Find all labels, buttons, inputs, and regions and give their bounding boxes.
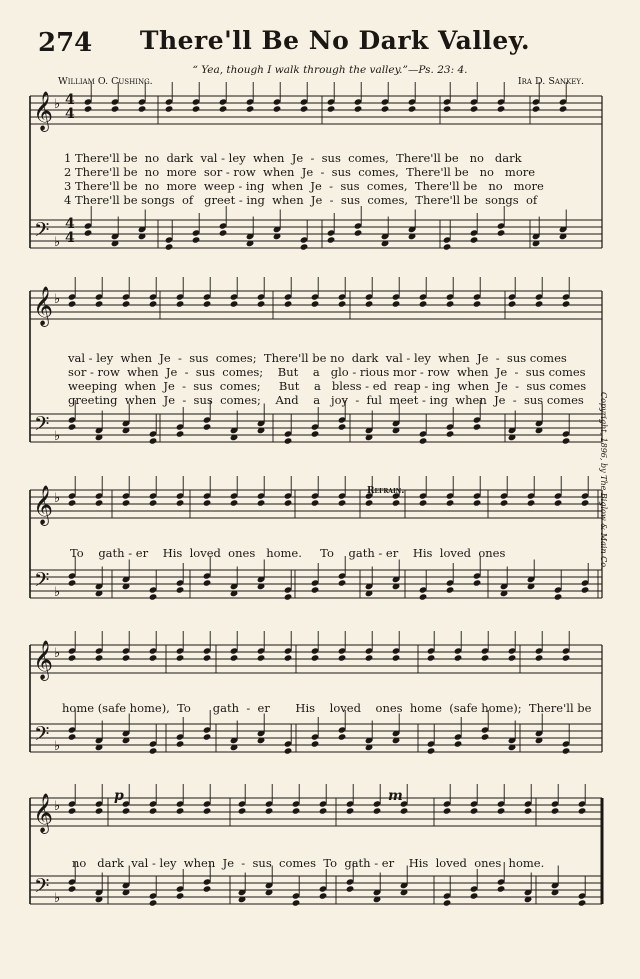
note-head	[219, 229, 228, 236]
note-head	[354, 105, 363, 112]
note-head	[408, 105, 417, 112]
bass-clef-icon: 𝄢	[34, 722, 50, 750]
note-head	[446, 586, 455, 593]
time-signature: 4	[65, 216, 75, 232]
note-head	[327, 105, 336, 112]
composer-credit: Ira D. Sankey.	[517, 76, 584, 87]
note-head	[497, 885, 506, 892]
note-head	[392, 300, 401, 307]
lyric-line-refrain-1: To gath - er His loved ones home. To gath - er His loved ones	[70, 546, 506, 560]
lyric-line-refrain-2: home (safe home), To gath - er His loved ones home (safe home); There'll be	[62, 701, 592, 715]
note-head	[346, 807, 355, 814]
lyric-line-verse-4-cont: greeting when Je - sus comes; And a joy - ful meet - ing when Je - sus comes	[68, 393, 584, 407]
note-head	[122, 499, 131, 506]
note-head	[581, 499, 590, 506]
note-head	[203, 733, 212, 740]
flat-icon: ♭	[54, 235, 61, 250]
note-head	[497, 229, 506, 236]
note-head	[95, 807, 104, 814]
note-head	[470, 807, 479, 814]
note-head	[473, 423, 482, 430]
note-head	[122, 300, 131, 307]
copyright-notice: Copyright, 1896, by The Biglow & Main Co.	[599, 392, 608, 570]
note-head	[419, 437, 428, 444]
note-head	[338, 423, 347, 430]
treble-clef-icon: 𝄞	[33, 640, 54, 680]
note-head	[176, 586, 185, 593]
note-head	[419, 300, 428, 307]
note-head	[265, 807, 274, 814]
note-head	[419, 593, 428, 600]
note-head	[68, 423, 77, 430]
note-head	[238, 807, 247, 814]
note-head	[446, 300, 455, 307]
note-head	[508, 654, 517, 661]
note-head	[338, 579, 347, 586]
note-head	[95, 300, 104, 307]
note-head	[578, 899, 587, 906]
scripture-reference: “ Yea, though I walk through the valley.”—Ps. 23: 4.	[192, 64, 468, 76]
note-head	[311, 654, 320, 661]
note-head	[176, 300, 185, 307]
note-head	[149, 499, 158, 506]
note-head	[257, 499, 266, 506]
note-head	[203, 654, 212, 661]
note-head	[176, 499, 185, 506]
note-head	[176, 807, 185, 814]
note-head	[562, 747, 571, 754]
flat-icon: ♭	[54, 292, 61, 307]
note-head	[300, 105, 309, 112]
note-head	[354, 229, 363, 236]
note-head	[535, 300, 544, 307]
bass-clef-icon: 𝄢	[34, 218, 50, 246]
note-head	[427, 747, 436, 754]
flat-icon: ♭	[54, 891, 61, 906]
flat-icon: ♭	[54, 491, 61, 506]
note-head	[257, 654, 266, 661]
note-head	[122, 807, 131, 814]
lyric-line-refrain-3: no dark val - ley when Je - sus comes To gath - er His loved ones home.	[72, 856, 545, 870]
note-head	[562, 437, 571, 444]
time-signature: 4	[65, 92, 75, 108]
note-head	[192, 236, 201, 243]
note-head	[284, 437, 293, 444]
note-head	[365, 654, 374, 661]
note-head	[481, 654, 490, 661]
note-head	[535, 654, 544, 661]
lyric-line-verse-2: 2 There'll be no more sor - row when Je - sus comes, There'll be no more	[64, 165, 536, 179]
refrain-label: Refrain.	[367, 486, 405, 496]
flat-icon: ♭	[54, 429, 61, 444]
note-head	[203, 423, 212, 430]
note-head	[165, 243, 174, 250]
note-head	[497, 105, 506, 112]
note-head	[311, 430, 320, 437]
lyric-line-verse-1: 1 There'll be no dark val - ley when Je - sus comes, There'll be no dark	[64, 151, 522, 165]
note-head	[338, 300, 347, 307]
note-head	[446, 499, 455, 506]
note-head	[165, 105, 174, 112]
note-head	[311, 740, 320, 747]
note-head	[427, 654, 436, 661]
note-head	[419, 499, 428, 506]
note-head	[84, 229, 93, 236]
note-head	[284, 300, 293, 307]
note-head	[149, 654, 158, 661]
note-head	[562, 654, 571, 661]
note-head	[562, 300, 571, 307]
note-head	[381, 105, 390, 112]
note-head	[84, 105, 93, 112]
note-head	[138, 105, 147, 112]
note-head	[554, 593, 563, 600]
note-head	[176, 740, 185, 747]
note-head	[443, 105, 452, 112]
flat-icon: ♭	[54, 799, 61, 814]
note-head	[68, 733, 77, 740]
treble-clef-icon: 𝄞	[33, 286, 54, 326]
note-head	[470, 892, 479, 899]
note-head	[365, 499, 374, 506]
note-head	[311, 586, 320, 593]
bass-clef-icon: 𝄢	[34, 412, 50, 440]
lyric-line-verse-4: 4 There'll be songs of greet - ing when Je - sus comes, There'll be songs of	[64, 193, 538, 207]
page-number: 274	[38, 28, 93, 58]
note-head	[68, 885, 77, 892]
note-head	[95, 499, 104, 506]
note-head	[176, 892, 185, 899]
note-head	[508, 300, 517, 307]
note-head	[338, 733, 347, 740]
note-head	[470, 236, 479, 243]
note-head	[443, 807, 452, 814]
note-head	[559, 105, 568, 112]
note-head	[578, 807, 587, 814]
note-head	[122, 654, 131, 661]
note-head	[149, 899, 158, 906]
note-head	[230, 300, 239, 307]
note-head	[400, 807, 409, 814]
lyric-line-verse-1-cont: val - ley when Je - sus comes; There'll be no dark val - ley when Je - sus comes	[68, 351, 567, 365]
note-head	[149, 807, 158, 814]
note-head	[473, 579, 482, 586]
note-head	[68, 654, 77, 661]
note-head	[284, 654, 293, 661]
note-head	[68, 300, 77, 307]
note-head	[527, 499, 536, 506]
treble-clef-icon: 𝄞	[33, 91, 54, 131]
note-head	[327, 236, 336, 243]
flat-icon: ♭	[54, 97, 61, 112]
note-head	[149, 437, 158, 444]
dynamic-piano: p	[114, 788, 124, 804]
note-head	[481, 733, 490, 740]
note-head	[230, 654, 239, 661]
note-head	[192, 105, 201, 112]
note-head	[319, 807, 328, 814]
note-head	[203, 499, 212, 506]
note-head	[284, 593, 293, 600]
note-head	[203, 579, 212, 586]
note-head	[203, 885, 212, 892]
treble-clef-icon: 𝄞	[33, 793, 54, 833]
note-head	[203, 300, 212, 307]
note-head	[95, 654, 104, 661]
note-head	[454, 654, 463, 661]
note-head	[149, 300, 158, 307]
bass-clef-icon: 𝄢	[34, 874, 50, 902]
note-head	[554, 499, 563, 506]
note-head	[68, 499, 77, 506]
note-head	[500, 499, 509, 506]
note-head	[149, 593, 158, 600]
note-head	[203, 807, 212, 814]
treble-clef-icon: 𝄞	[33, 485, 54, 525]
note-head	[443, 899, 452, 906]
note-head	[68, 579, 77, 586]
time-signature: 4	[65, 106, 75, 122]
note-head	[581, 586, 590, 593]
hymn-title: There'll Be No Dark Valley.	[139, 26, 531, 55]
note-head	[446, 430, 455, 437]
note-head	[176, 654, 185, 661]
author-credit: William O. Cushing.	[58, 76, 153, 87]
note-head	[311, 300, 320, 307]
bass-clef-icon: 𝄢	[34, 568, 50, 596]
note-head	[111, 105, 120, 112]
note-head	[373, 807, 382, 814]
note-head	[319, 892, 328, 899]
note-head	[338, 654, 347, 661]
note-head	[392, 499, 401, 506]
note-head	[292, 807, 301, 814]
note-head	[284, 499, 293, 506]
note-head	[473, 499, 482, 506]
note-head	[365, 300, 374, 307]
note-head	[524, 807, 533, 814]
lyric-line-verse-3: 3 There'll be no more weep - ing when Je - sus comes, There'll be no more	[64, 179, 544, 193]
note-head	[273, 105, 282, 112]
dynamic-mezzo: m	[388, 788, 403, 804]
note-head	[470, 105, 479, 112]
note-head	[246, 105, 255, 112]
note-head	[219, 105, 228, 112]
note-head	[311, 499, 320, 506]
flat-icon: ♭	[54, 739, 61, 754]
note-head	[346, 885, 355, 892]
note-head	[257, 300, 266, 307]
note-head	[149, 747, 158, 754]
note-head	[176, 430, 185, 437]
note-head	[292, 899, 301, 906]
note-head	[68, 807, 77, 814]
note-head	[443, 243, 452, 250]
note-head	[551, 807, 560, 814]
lyric-line-verse-2-cont: sor - row when Je - sus comes; But a glo - rious mor - row when Je - sus comes	[68, 365, 586, 379]
note-head	[230, 499, 239, 506]
note-head	[284, 747, 293, 754]
note-head	[300, 243, 309, 250]
note-head	[473, 300, 482, 307]
note-head	[497, 807, 506, 814]
flat-icon: ♭	[54, 646, 61, 661]
note-head	[454, 740, 463, 747]
note-head	[532, 105, 541, 112]
time-signature: 4	[65, 230, 75, 246]
note-head	[338, 499, 347, 506]
lyric-line-verse-3-cont: weeping when Je - sus comes; But a bless - ed reap - ing when Je - sus comes	[68, 379, 587, 393]
flat-icon: ♭	[54, 585, 61, 600]
note-head	[392, 654, 401, 661]
